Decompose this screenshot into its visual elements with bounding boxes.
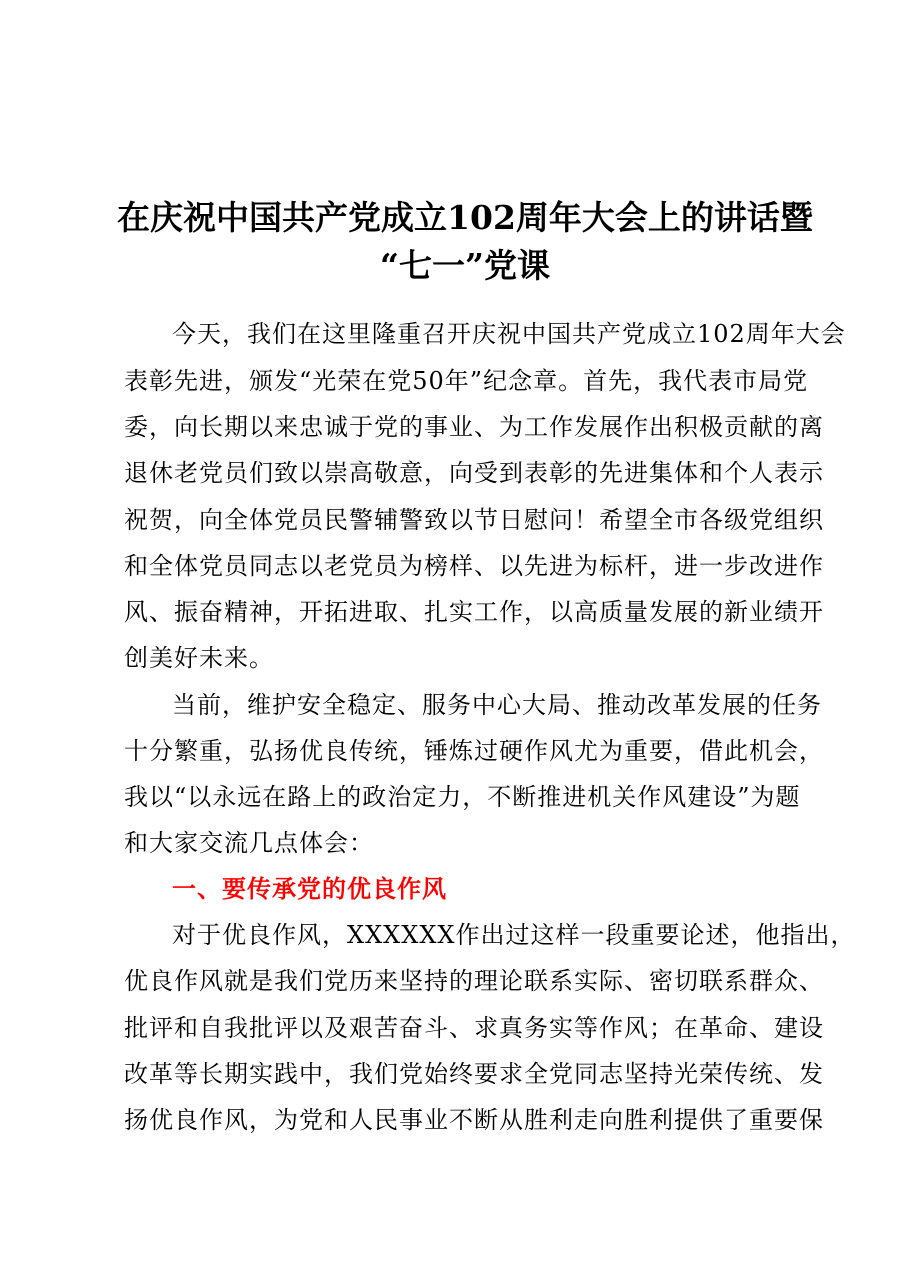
paragraph-1-line: 今天，我们在这里隆重召开庆祝中国共产党成立102周年大会 bbox=[172, 320, 846, 348]
paragraph-3-line: 改革等长期实践中，我们党始终要求全党同志坚持光荣传统、发 bbox=[124, 1060, 824, 1088]
paragraph-3-line: 对于优良作风，XXXXXX作出过这样一段重要论述，他指出， bbox=[172, 921, 856, 949]
paragraph-2-line: 十分繁重，弘扬优良传统，锤炼过硬作风尤为重要，借此机会， bbox=[124, 737, 824, 765]
paragraph-1-line: 表彰先进，颁发“光荣在党50年”纪念章。首先，我代表市局党 bbox=[124, 367, 809, 395]
paragraph-3-line: 优良作风就是我们党历来坚持的理论联系实际、密切联系群众、 bbox=[124, 967, 824, 995]
paragraph-1-line: 创美好未来。 bbox=[124, 644, 274, 672]
paragraph-1-line: 和全体党员同志以老党员为榜样、以先进为标杆，进一步改进作 bbox=[124, 552, 824, 580]
paragraph-1-line: 风、振奋精神，开拓进取、扎实工作，以高质量发展的新业绩开 bbox=[124, 598, 824, 626]
document-title-line-2: “七一”党课 bbox=[380, 246, 550, 285]
section-heading: 一、要传承党的优良作风 bbox=[172, 874, 447, 903]
paragraph-3-line: 扬优良作风，为党和人民事业不断从胜利走向胜利提供了重要保 bbox=[124, 1106, 824, 1134]
paragraph-2-line: 当前，维护安全稳定、服务中心大局、推动改革发展的任务 bbox=[172, 691, 822, 719]
paragraph-2-line: 和大家交流几点体会： bbox=[124, 829, 374, 857]
paragraph-1-line: 祝贺，向全体党员民警辅警致以节日慰问！希望全市各级党组织 bbox=[124, 506, 824, 534]
paragraph-1-line: 委，向长期以来忠诚于党的事业、为工作发展作出积极贡献的离 bbox=[124, 413, 824, 441]
paragraph-3-line: 批评和自我批评以及艰苦奋斗、求真务实等作风；在革命、建设 bbox=[124, 1014, 824, 1042]
document-title-line-1: 在庆祝中国共产党成立102周年大会上的讲话暨 bbox=[117, 198, 813, 237]
paragraph-2-line: 我以“以永远在路上的政治定力，不断推进机关作风建设”为题 bbox=[124, 783, 801, 811]
paragraph-1-line: 退休老党员们致以崇高敬意，向受到表彰的先进集体和个人表示 bbox=[124, 459, 824, 487]
